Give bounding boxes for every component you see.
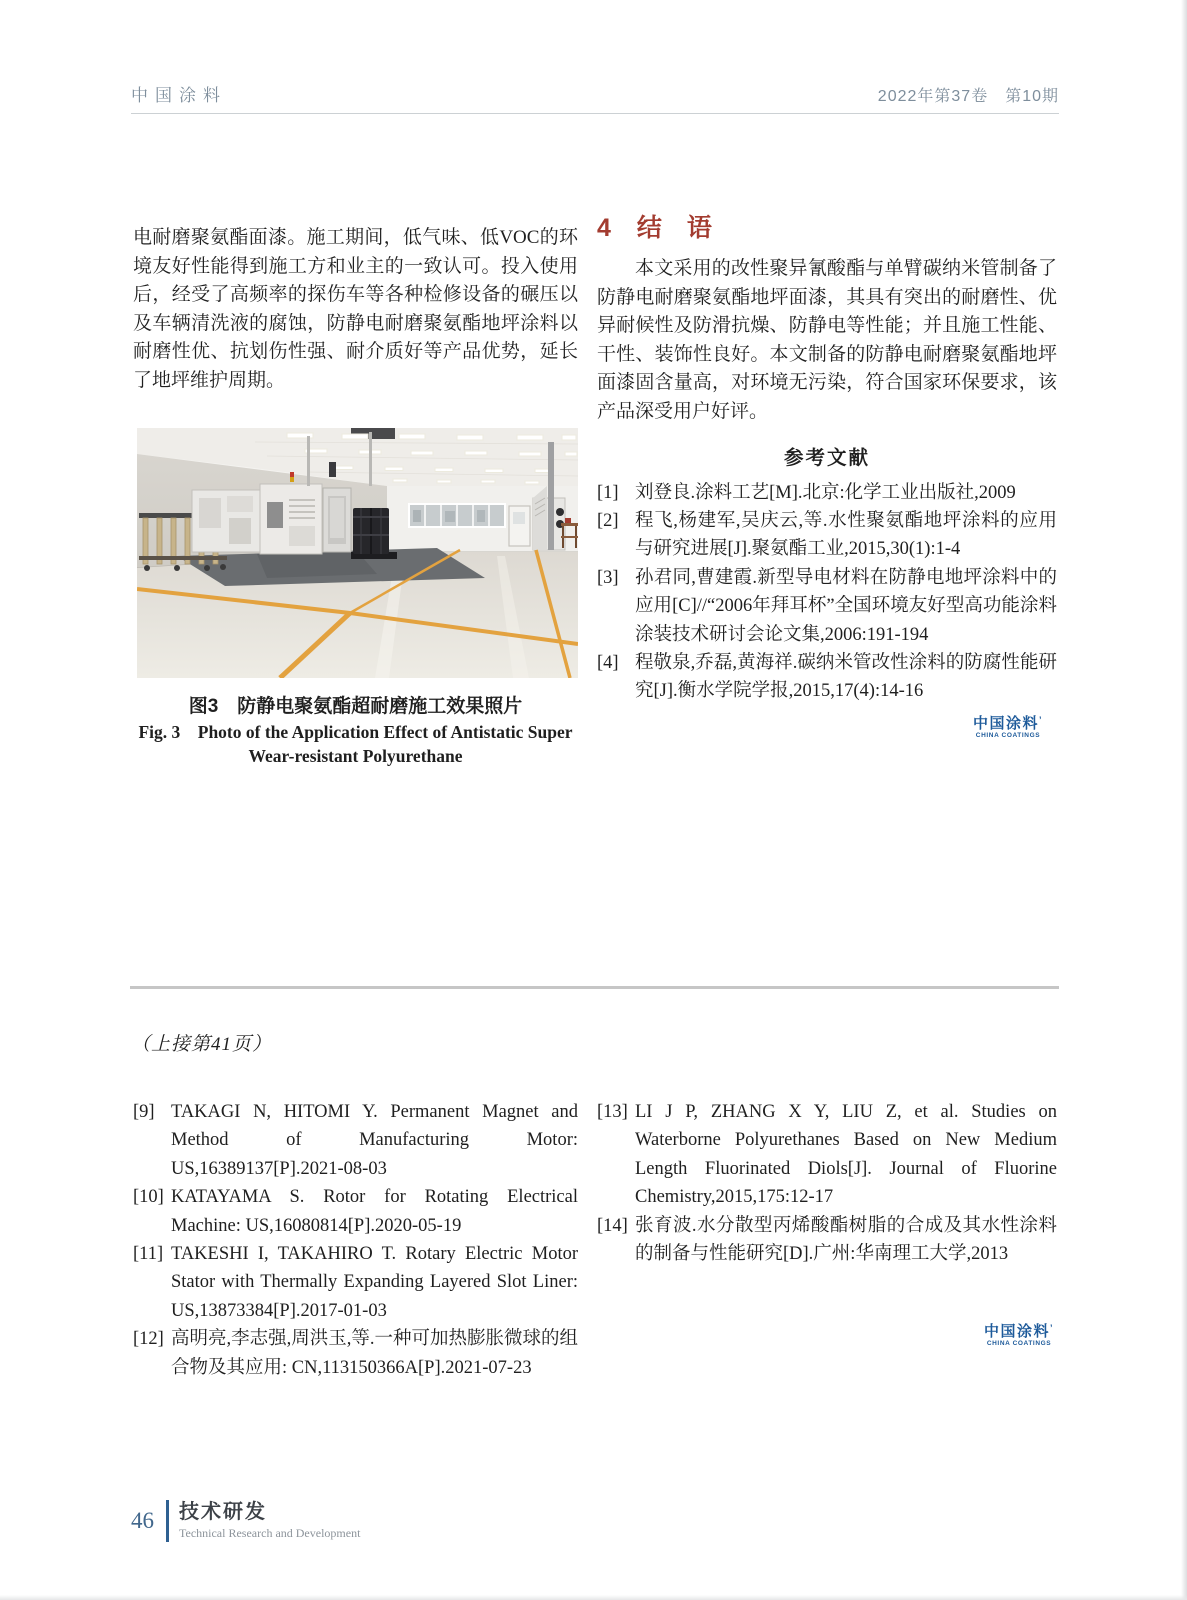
reference-item: [2] 程飞,杨建军,吴庆云,等.水性聚氨酯地坪涂料的应用与研究进展[J].聚氨酯工业,2015,30(1):1-4 [597,510,1057,560]
section-divider-rule [130,986,1059,989]
reference-item: [3] 孙君同,曹建霞.新型导电材料在防静电地坪涂料中的应用[C]//“2006年拜耳杯”全国环境友好型高功能涂料涂装技术研讨会论文集,2006:191-194 [597,567,1057,645]
footer-section-zh: 技术研发 [179,1501,267,1523]
logo-zh-text: 中国涂料 [972,714,1039,732]
footer-section [179,1501,360,1541]
footer-divider-bar [166,1500,169,1542]
right-column [597,213,1057,742]
conclusion-paragraph: 本文采用的改性聚异氰酸酯与单臂碳纳米管制备了防静电耐磨聚氨酯地坪面漆，其具有突出的耐磨性、优异耐候性及防滑抗燥、防静电等性能；并且施工性能、干性、装饰性良好。本文制备的防静电耐磨聚氨酯地坪面漆固含量高，对环境无污染，符合国家环保要求，该产品深受用户好评。 [597,258,1057,422]
reference-item: [9] TAKAGI N, HITOMI Y. Permanent Magnet and Method of Manufacturing Motor: US,16389137[P].2021-08-03 [133,1102,578,1179]
china-coatings-logo [984,1324,1054,1348]
reference-item: [4] 程敬泉,乔磊,黄海祥.碳纳米管改性涂料的防腐性能研究[J].衡水学院学报,2015,17(4):14-16 [597,653,1057,702]
body-paragraph-left: 电耐磨聚氨酯面漆。施工期间，低气味、低VOC的环境友好性能得到施工方和业主的一致认可。投入使用后，经受了高频率的探伤车等各种检修设备的碾压以及车辆清洗液的腐蚀，防静电耐磨聚氨酯地坪涂料以耐磨性优、抗划伤性强、耐介质好等产品优势，延长了地坪维护周期。 [133,227,578,391]
continuation-note: （上接第41页） [131,1034,273,1055]
logo-zh-text: 中国涂料 [984,1323,1051,1340]
reference-item: [13] LI J P, ZHANG X Y, LIU Z, et al. Studies on Waterborne Polyurethanes Based on New Medium Length Fluorinated Diols[J]. Journal of Fluorine Chemistry,2015,175:12-17 [597,1102,1057,1208]
section-title: 结 语 [636,214,712,242]
reference-item: [10] KATAYAMA S. Rotor for Rotating Electrical Machine: US,16080814[P].2020-05-19 [133,1187,578,1236]
section-number: 4 [597,214,611,242]
page-header [131,81,1059,114]
logo-en-text: CHINA COATINGS [975,731,1041,739]
figure3-caption [133,694,578,768]
page-number: 46 [131,1508,154,1533]
scan-edge-bottom [0,1595,1187,1600]
figure-caption-en-line2: Wear-resistant Polyurethane [248,746,463,766]
china-coatings-logo-wrapper [597,716,1057,742]
footer-section-en: Technical Research and Development [179,1526,361,1540]
references-title: 参考文献 [783,447,870,469]
figure-caption-en-line1: Fig. 3 Photo of the Application Effect of Antistatic Super [138,722,573,742]
continued-references-left [133,1098,578,1382]
journal-name: 中国涂料 [131,86,227,105]
figure3-photo [137,428,578,678]
figure-caption-zh: 图3 防静电聚氨酯超耐磨施工效果照片 [188,696,523,717]
workshop-photo-illustration [137,428,578,678]
reference-item: [14] 张育波.水分散型丙烯酸酯树脂的合成及其水性涂料的制备与性能研究[D].广州:华南理工大学,2013 [597,1215,1057,1265]
continued-references-right [597,1098,1057,1268]
issue-info: 2022年第37卷 第10期 [877,88,1059,105]
reference-item: [1] 刘登良.涂料工艺[M].北京:化学工业出版社,2009 [597,482,1016,503]
reference-item: [12] 高明亮,李志强,周洪玉,等.一种可加热膨胀微球的组合物及其应用: CN,113150366A[P].2021-07-23 [133,1329,579,1378]
references-list [597,479,1057,706]
reference-item: [11] TAKESHI I, TAKAHIRO T. Rotary Electric Motor Stator with Thermally Expanding Layered Slot Liner: US,13873384[P].2017-01-03 [133,1244,578,1321]
scan-edge-right [1181,0,1187,1600]
logo-tick-mark: ’ [1038,714,1043,725]
logo-tick-mark: ’ [1050,1323,1055,1333]
logo-en-text: CHINA COATINGS [986,1340,1052,1347]
china-coatings-logo [973,716,1043,740]
section-heading [597,213,1057,243]
page-footer [131,1500,360,1542]
